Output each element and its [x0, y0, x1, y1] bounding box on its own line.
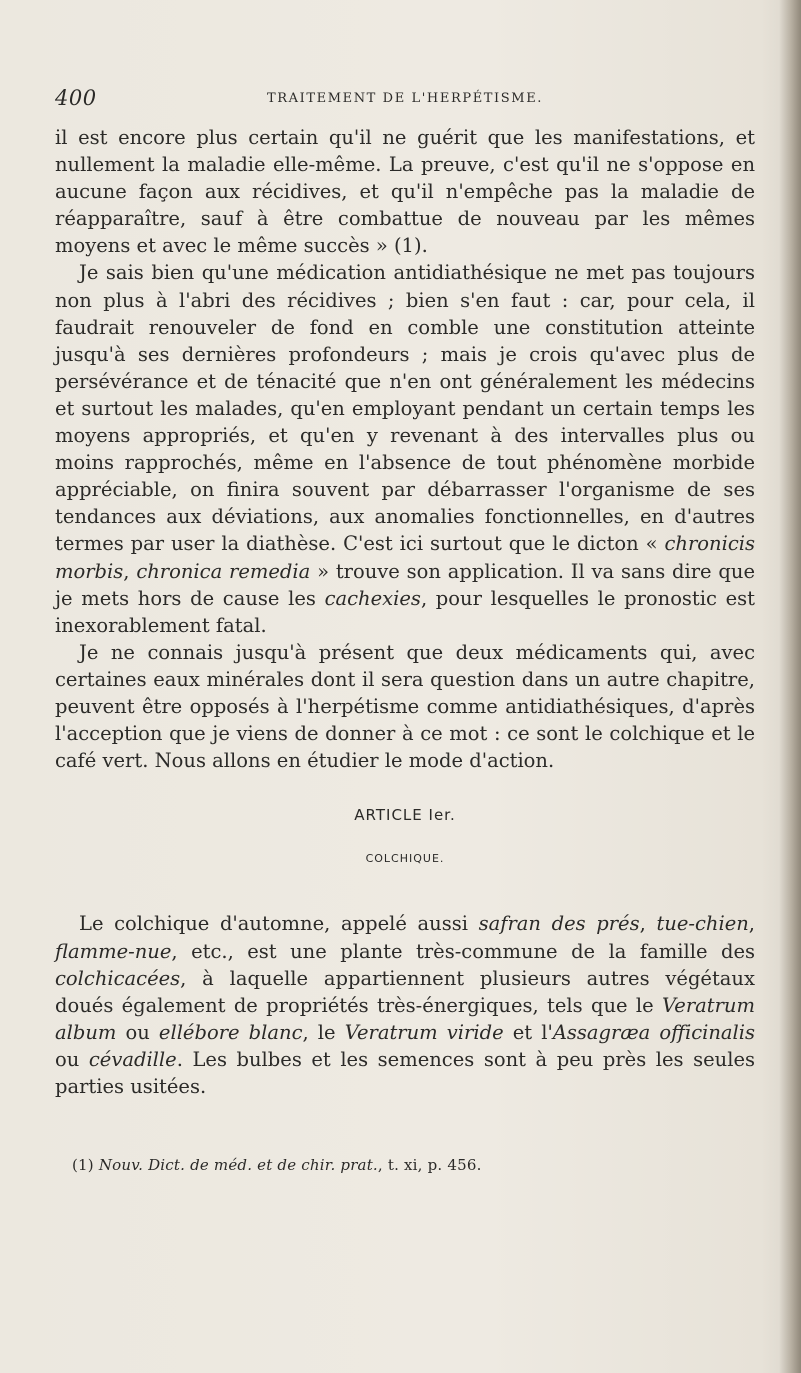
p4-text: ou	[116, 1020, 159, 1044]
quote-separator: ,	[123, 559, 137, 583]
p4-text: , le	[302, 1020, 345, 1044]
term-safran: safran des prés	[478, 912, 640, 936]
p4-text: et l'	[503, 1020, 553, 1044]
paragraph-1: il est encore plus certain qu'il ne guérit que les manifestations, et nullement la maladie elle-même. La preuve, c'est qu'il ne s'oppose en aucune façon aux récidives, et qu'il n'empêche pas la maladie de réapparaître, sauf à être combattue de nouveau par les mêmes moyens et avec le même succès » (1).	[55, 126, 755, 258]
body-text	[55, 124, 755, 1100]
footnote-ref: , t. xi, p. 456.	[377, 1156, 482, 1174]
term-colchicacees: colchicacées	[55, 966, 181, 990]
p4-text: ,	[748, 912, 755, 936]
term-cevadille: cévadille	[88, 1047, 177, 1071]
section-heading: COLCHIQUE.	[365, 852, 445, 866]
p4-text: . Les bulbes et les semences sont à peu près les seules parties usitées.	[55, 1047, 755, 1098]
term-cachexies: cachexies	[324, 586, 421, 610]
p4-text: Le colchique d'automne, appelé aussi	[79, 912, 479, 936]
latin-quote-remedia: chronica remedia	[136, 559, 311, 583]
term-tue-chien: tue-chien	[656, 912, 749, 936]
p4-text: , à laquelle appartiennent plusieurs autres végétaux doués également de propriétés très-énergiques, tels que le	[55, 966, 755, 1017]
footnote-mark: (1)	[72, 1156, 99, 1174]
footnote-source: Nouv. Dict. de méd. et de chir. prat.	[98, 1156, 378, 1174]
term-assagraea: Assagræa officinalis	[552, 1020, 756, 1044]
page-binding-shadow	[779, 0, 801, 1373]
term-ellebore-blanc: ellébore blanc	[158, 1020, 303, 1044]
latin-quote-chronicis: chronicis morbis	[55, 532, 755, 583]
article-heading: ARTICLE Ier.	[354, 806, 456, 825]
footnote	[72, 1156, 482, 1174]
running-head: TRAITEMENT DE L'HERPÉTISME.	[266, 91, 544, 106]
term-veratrum-album: Veratrum album	[55, 993, 755, 1044]
paragraph-2-text-cont: » trouve son application. Il va sans dire que je mets hors de cause les	[55, 559, 755, 610]
p4-text: ou	[55, 1047, 89, 1071]
p4-text: , etc., est une plante très-commune de la famille des	[171, 939, 755, 963]
p4-text: ,	[639, 912, 657, 936]
term-veratrum-viride: Veratrum viride	[344, 1020, 504, 1044]
paragraph-2	[55, 259, 755, 638]
term-flamme-nue: flamme-nue	[55, 939, 172, 963]
page-number: 400	[55, 86, 97, 110]
paragraph-3: Je ne connais jusqu'à présent que deux médicaments qui, avec certaines eaux minérales dont il sera question dans un autre chapitre, peuvent être opposés à l'herpétisme comme antidiathésiques, d'après l'acception que je viens de donner à ce mot : ce sont le colchique et le café vert. Nous allons en étudier le mode d'action.	[55, 640, 755, 773]
page-header	[55, 82, 755, 116]
paragraph-2-text-end: , pour lesquelles le pronostic est inexorablement fatal.	[55, 586, 755, 637]
paragraph-2-text: Je sais bien qu'une médication antidiathésique ne met pas toujours non plus à l'abri des récidives ; bien s'en faut : car, pour cela, il faudrait renouveler de fond en comble une constitution atteinte jusqu'à ses dernières profondeurs ; mais je crois qu'avec plus de persévérance et de ténacité que n'en ont généralement les médecins et surtout les malades, qu'en employant pendant un certain temps les moyens appropriés, et qu'en y revenant à des intervalles plus ou moins rapprochés, même en l'absence de tout phénomène morbide appréciable, on finira souvent par débarrasser l'organisme de ses tendances aux déviations, aux anomalies fonctionnelles, en d'autres termes par user la diathèse. C'est ici surtout que le dicton «	[55, 261, 755, 556]
paragraph-4	[55, 910, 755, 1100]
